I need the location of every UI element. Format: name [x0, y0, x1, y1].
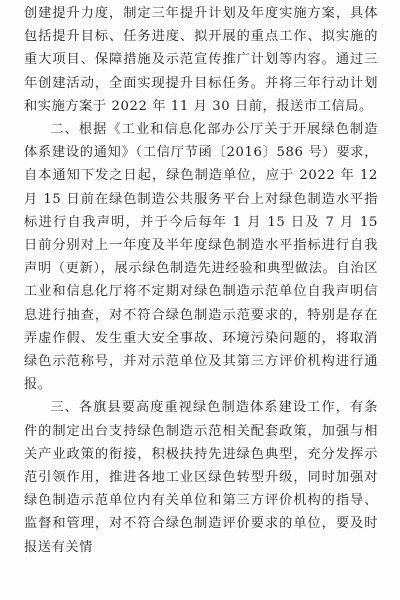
paragraph-item-two: 二、根据《工业和信息化部办公厅关于开展绿色制造体系建设的通知》（工信厅节函〔2016〕586 号）要求，自本通知下发之日起，绿色制造单位，应于 2022 年 12 月 15 日前在绿色制造公共服务平台上对绿色制造水平指标进行自我声明，并于今后每年 1 月 15 日及 7 月 15 日前分别对上一年度及半年度绿色制造水平指标进行自我声明（更新），展示绿色制造先进经验和典型做法。自治区工业和信息化厅将不定期对绿色制造示范单位自我声明信息进行抽查，对不符合绿色制造示范要求的，特别是存在弄虚作假、发生重大安全事故、环境污染问题的，将取消绿色示范称号，并对示范单位及其第三方评价机构进行通报。 [24, 122, 378, 393]
paragraph-item-three: 三、各旗县要高度重视绿色制造体系建设工作，有条件的制定出台支持绿色制造示范相关配套政策，加强与相关产业政策的衔接，积极扶持先进绿色典型，充分发挥示范引领作用，推进各地工业区绿色转型升级，同时加强对绿色制造示范单位内有关单位和第三方评价机构的指导、监督和管理，对不符合绿色制造评价要求的单位，要及时报送有关情 [24, 400, 378, 555]
paragraph-continuation: 创建提升力度，制定三年提升计划及年度实施方案，具体包括提升目标、任务进度、拟开展的重点工作、拟实施的重大项目、保障措施及示范宣传推广计划等内容。通过三年创建活动，全面实现提升目标任务。并将三年行动计划和实施方案于 2022 年 11 月 30 日前，报送市工信局。 [24, 6, 378, 114]
